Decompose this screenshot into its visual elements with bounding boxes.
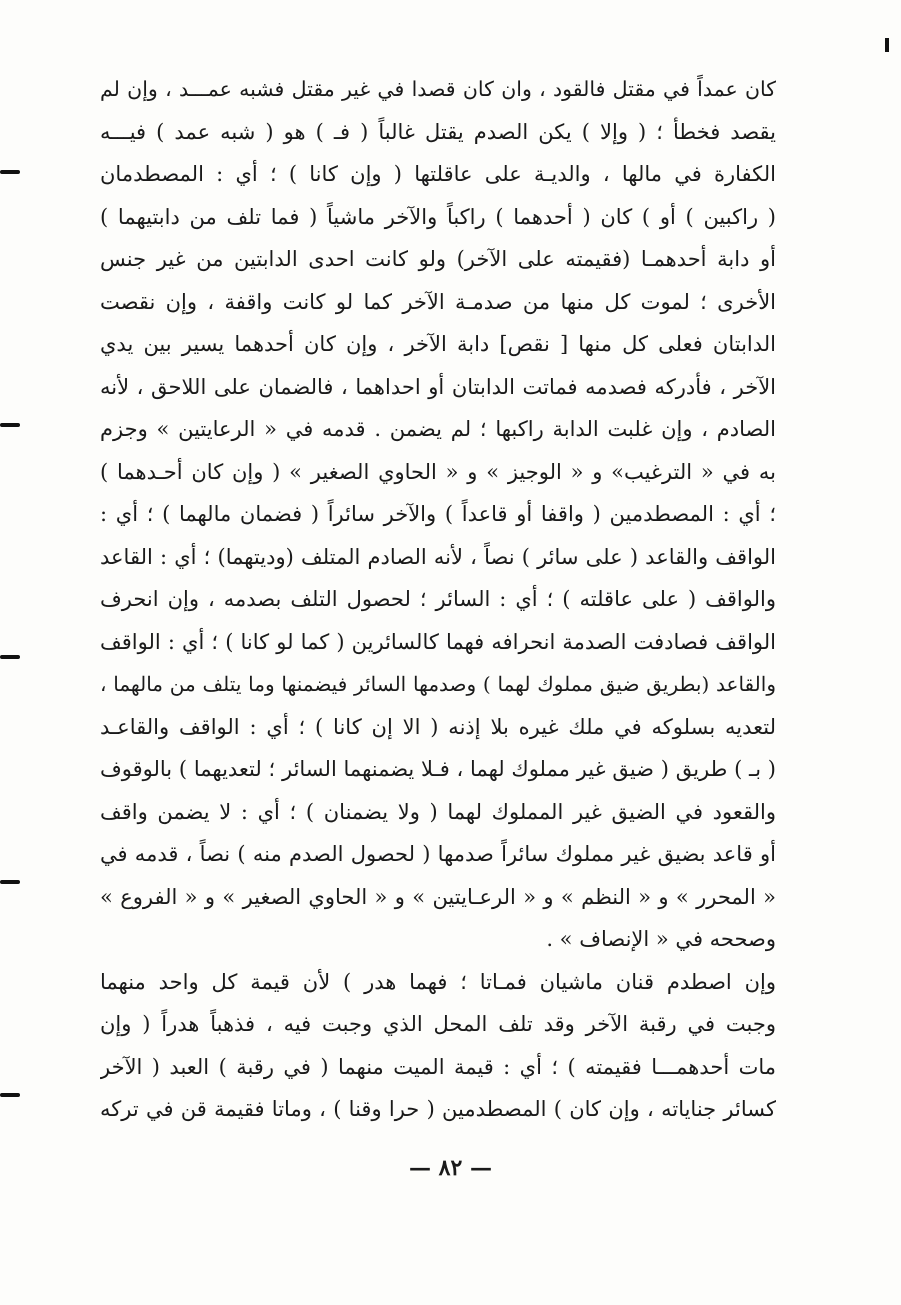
text-line: الدابتان فعلى كل منها [ نقص] دابة الآخر ، وإن كان أحدهما يسير بين يدي xyxy=(100,332,776,356)
text-line: وصححه في « الإنصاف » . xyxy=(546,927,776,951)
text-line: والقعود في الضيق غير المملوك لهما ( ولا يضمنان ) ؛ أي : لا يضمن واقف xyxy=(100,799,776,824)
text-line: الواقف والقاعد ( على سائر ) نصاً ، لأنه الصادم المتلف (وديتهما) ؛ أي : القاعد xyxy=(100,544,776,569)
text-line: ؛ أي : المصطدمين ( واقفا أو قاعداً ) والآخر سائراً ( فضمان مالهما ) ؛ أي : xyxy=(100,502,776,526)
text-line: ( بـ ) طريق ( ضيق غير مملوك لهما ، فـلا يضمنهما السائر ؛ لتعديهما ) بالوقوف xyxy=(100,757,776,781)
text-line: الصادم ، وإن غلبت الدابة راكبها ؛ لم يضمن . قدمه في « الرعايتين » وجزم xyxy=(100,417,776,441)
text-line: الواقف فصادفت الصدمة انحرافه فهما كالسائرين ( كما لو كانا ) ؛ أي : الواقف xyxy=(100,629,776,654)
text-line: به في « الترغيب» و « الوجيز » و « الحاوي الصغير » ( وإن كان أحـدهما ) xyxy=(100,459,776,484)
text-line: يقصد فخطأ ؛ ( وإلا ) يكن الصدم يقتل غالباً ( فـ ) هو ( شبه عمد ) فيـــه xyxy=(100,119,776,144)
text-line: ( راكبين ) أو ) كان ( أحدهما ) راكباً والآخر ماشياً ( فما تلف من دابتيهما ) xyxy=(100,204,776,229)
text-line: الآخر ، فأدركه فصدمه فماتت الدابتان أو احداهما ، فالضمان على اللاحق ، لأنه xyxy=(100,374,776,399)
text-line: « المحرر » و « النظم » و « الرعـايتين » و « الحاوي الصغير » و « الفروع » xyxy=(100,884,776,909)
text-line: كسائر جناياته ، وإن كان ) المصطدمين ( حرا وقنا ) ، وماتا فقيمة قن في تركه xyxy=(100,1097,776,1121)
margin-mark xyxy=(0,1093,20,1097)
body-text xyxy=(100,68,776,1131)
text-line: أو قاعد بضيق غير مملوك سائراً صدمها ( لحصول الصدم منه ) نصاً ، قدمه في xyxy=(100,842,776,866)
text-line: وإن اصطدم قنان ماشيان فمـاتا ؛ فهما هدر ) لأن قيمة كل واحد منهما xyxy=(100,969,776,994)
text-line: وجبت في رقبة الآخر وقد تلف المحل الذي وجبت فيه ، فذهباً هدراً ( وإن xyxy=(100,1012,776,1036)
text-line: الأخرى ؛ لموت كل منها من صدمـة الآخر كما لو كانت واقفة ، وإن نقصت xyxy=(100,289,776,314)
corner-mark xyxy=(885,38,889,52)
text-line: كان عمداً في مقتل فالقود ، وان كان قصدا في غير مقتل فشبه عمـــد ، وإن لم xyxy=(100,77,776,101)
text-line: والقاعد (بطريق ضيق مملوك لهما ) وصدمها السائر فيضمنها وما يتلف من مالهما ، xyxy=(100,672,776,696)
margin-mark xyxy=(0,655,20,659)
text-line: مات أحدهمـــا فقيمته ) ؛ أي : قيمة الميت منهما ( في رقبة ) العبد ( الآخر xyxy=(100,1054,776,1079)
text-line: لتعديه بسلوكه في ملك غيره بلا إذنه ( الا إن كانا ) ؛ أي : الواقف والقاعـد xyxy=(100,714,776,739)
text-line: أو دابة أحدهمـا (فقيمته على الآخر) ولو كانت احدى الدابتين من غير جنس xyxy=(100,247,776,271)
margin-mark xyxy=(0,423,20,427)
margin-mark xyxy=(0,170,20,174)
text-line: الكفارة في مالها ، والديـة على عاقلتها ( وإن كانا ) ؛ أي : المصطدمان xyxy=(100,162,776,186)
page-number: — ٨٢ — xyxy=(409,1155,492,1181)
margin-mark xyxy=(0,880,20,884)
text-line: والواقف ( على عاقلته ) ؛ أي : السائر ؛ لحصول التلف بصدمه ، وإن انحرف xyxy=(100,587,776,611)
